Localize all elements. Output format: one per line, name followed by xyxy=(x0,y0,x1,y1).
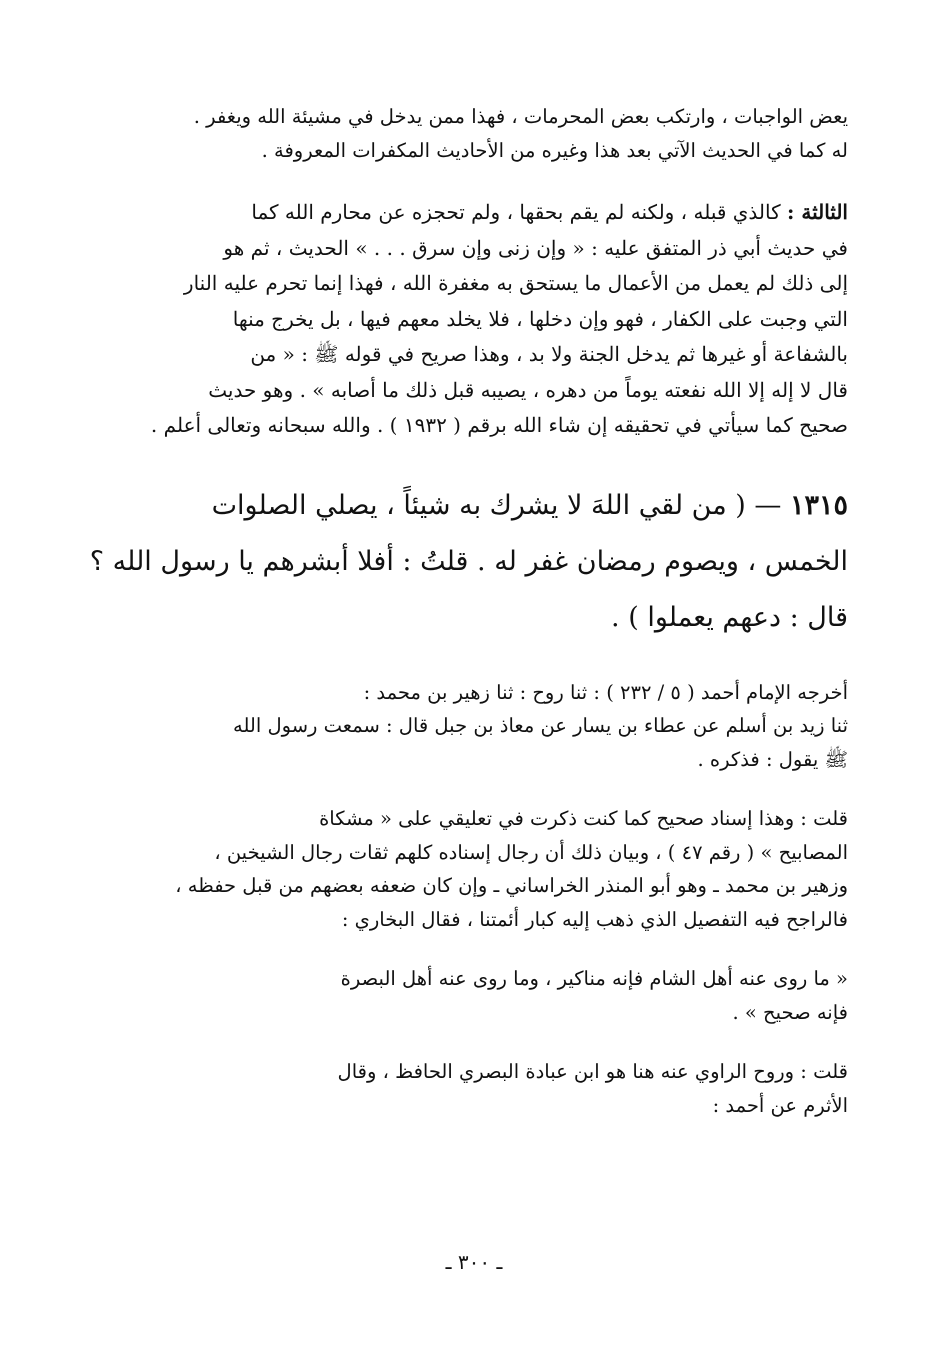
paragraph-takhrij xyxy=(120,676,848,777)
text-line: بالشفاعة أو غيرها ثم يدخل الجنة ولا بد ، وهذا صريح في قوله ﷺ : « من xyxy=(250,342,848,366)
text-line: الخمس ، ويصوم رمضان غفر له . قلتُ : أفلا أبشرهم يا رسول الله ؟ xyxy=(89,545,848,577)
paragraph-bukhari-quote xyxy=(120,962,848,1029)
text-line: يعض الواجبات ، وارتكب بعض المحرمات ، فهذا ممن يدخل في مشيئة الله ويغفر . xyxy=(193,105,848,128)
paragraph-rawh-note xyxy=(120,1055,848,1122)
paragraph-third-category xyxy=(120,195,848,444)
text-line: « ما روى عنه أهل الشام فإنه مناكير ، وما روى عنه أهل البصرة xyxy=(340,967,848,990)
text-fragment: — ( من لقي اللهَ لا يشرك به شيئاً ، يصلي الصلوات xyxy=(211,489,782,521)
text-line: قلت : وهذا إسناد صحيح كما كنت ذكرت في تعليقي على « مشكاة xyxy=(319,807,848,830)
text-line: ثنا زيد بن أسلم عن عطاء بن يسار عن معاذ بن جبل قال : سمعت رسول الله xyxy=(232,714,848,737)
text-line: أخرجه الإمام أحمد ( ٥ / ٢٣٢ ) : ثنا روح : ثنا زهير بن محمد : xyxy=(363,680,848,704)
paragraph-isnad-assessment xyxy=(120,802,848,936)
text-line: صحيح كما سيأتي في تحقيقه إن شاء الله برقم ( ١٩٣٢ ) . والله سبحانه وتعالى أعلم . xyxy=(150,413,848,437)
text-line: قلت : وروح الراوي عنه هنا هو ابن عبادة البصري الحافظ ، وقال xyxy=(337,1060,848,1083)
text-line: المصابيح » ( رقم ٤٧ ) ، وبيان ذلك أن رجال إسناده كلهم ثقات رجال الشيخين ، xyxy=(214,840,848,864)
text-fragment: كالذي قبله ، ولكنه لم يقم بحقها ، ولم تحجزه عن محارم الله كما xyxy=(251,200,781,224)
page-body xyxy=(89,100,848,1122)
text-line xyxy=(120,195,848,231)
hadith-text xyxy=(89,478,848,646)
text-line: فالراجح فيه التفصيل الذي ذهب إليه كبار أئمتنا ، فقال البخاري : xyxy=(341,907,848,931)
text-line: فإنه صحيح » . xyxy=(732,1000,848,1024)
paragraph-intro xyxy=(120,100,848,167)
text-line: وزهير بن محمد ـ وهو أبو المنذر الخراساني ـ وإن كان ضعفه بعضهم من قبل حفظه ، xyxy=(175,874,848,897)
text-line: التي وجبت على الكفار ، فهو وإن دخلها ، فلا يخلد معهم فيها ، بل يخرج منها xyxy=(232,306,848,331)
section-lead: الثالثة : xyxy=(787,200,848,224)
text-line xyxy=(120,478,848,534)
hadith-number: ١٣١٥ xyxy=(789,489,848,521)
text-line: قال : دعهم يعملوا ) . xyxy=(611,601,848,633)
page-number: ـ ٣٠٠ ـ xyxy=(445,1250,503,1274)
text-line: الأثرم عن أحمد : xyxy=(712,1093,848,1117)
text-line: له كما في الحديث الآتي بعد هذا وغيره من الأحاديث المكفرات المعروفة . xyxy=(261,138,848,162)
text-line: إلى ذلك لم يعمل من الأعمال ما يستحق به مغفرة الله ، فهذا إنما تحرم عليه النار xyxy=(183,271,848,295)
text-line: قال لا إله إلا الله نفعته يوماً من دهره ، يصيبه قبل ذلك ما أصابه » . وهو حديث xyxy=(208,377,848,402)
text-line: في حديث أبي ذر المتفق عليه : « وإن زنى وإن سرق . . . » الحديث ، ثم هو xyxy=(223,235,848,260)
text-line: ﷺ يقول : فذكره . xyxy=(697,747,848,771)
